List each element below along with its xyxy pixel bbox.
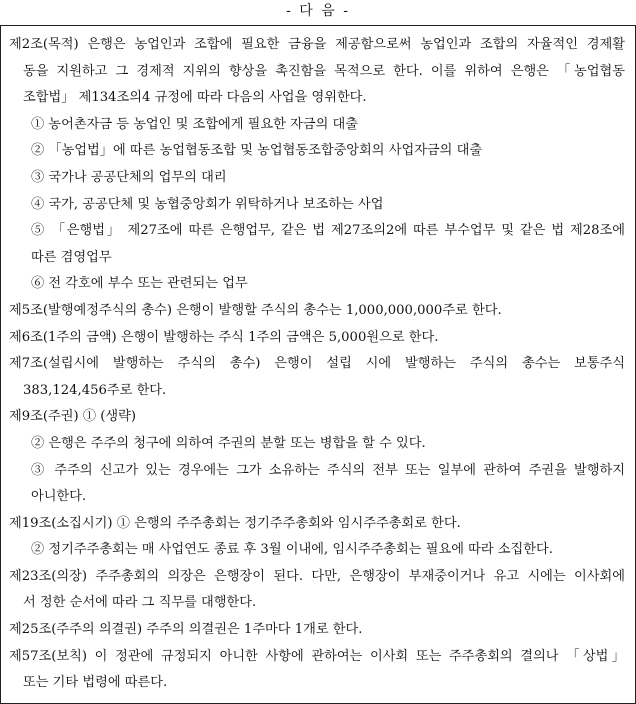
article-text-line: 제23조(의장) 주주총회의 의장은 은행장이 된다. 다만, 은행장이 부재중이거나 유고 시에는 이사회에 <box>9 568 625 584</box>
article-text-line: 아니한다. <box>31 489 87 505</box>
article-text-line: 동을 지원하고 그 경제적 지위의 향상을 촉진함을 목적으로 한다. 이를 위하여 은행은 「농업협동 <box>23 63 625 79</box>
article-text-line: ② 「농업법」에 따른 농업협동조합 및 농업협동조합중앙회의 사업자금의 대출 <box>31 143 483 159</box>
article-text-line: 제7조(설립시에 발행하는 주식의 총수) 은행이 설립 시에 발행하는 주식의 총수는 보통주식 <box>9 356 625 372</box>
article-text-line: 제6조(1주의 금액) 은행이 발행하는 주식 1주의 금액은 5,000원으로 한다. <box>9 329 439 345</box>
article-text-line: 제9조(주권) ① (생략) <box>9 409 136 425</box>
article-text-line: 조합법」 제134조의4 규정에 따라 다음의 사업을 영위한다. <box>23 90 367 106</box>
article-text-line: 따른 겸영업무 <box>31 249 112 265</box>
article-text-line: ② 은행은 주주의 청구에 의하여 주권의 분할 또는 병합을 할 수 있다. <box>31 435 426 451</box>
article-text-line: ⑤ 「은행법」 제27조에 따른 은행업무, 같은 법 제27조의2에 따른 부수업무 및 같은 법 제28조에 <box>31 223 625 239</box>
document-heading: - 다 음 - <box>286 3 350 19</box>
article-text-line: ⑥ 전 각호에 부수 또는 관련되는 업무 <box>31 276 248 292</box>
article-text-line: 제2조(목적) 은행은 농업인과 조합에 필요한 금융을 제공함으로써 농업인과 조합의 자율적인 경제활 <box>9 37 625 52</box>
article-text-line: 383,124,456주로 한다. <box>23 382 167 398</box>
article-text-line: ③ 주주의 신고가 있는 경우에는 그가 소유하는 주식의 전부 또는 일부에 관하여 주권을 발행하지 <box>31 462 625 478</box>
article-text-line: ④ 국가, 공공단체 및 농협중앙회가 위탁하거나 보조하는 사업 <box>31 196 384 212</box>
article-text-line: 제25조(주주의 의결권) 주주의 의결권은 1주마다 1개로 한다. <box>9 622 363 638</box>
article-text-line: 제57조(보칙) 이 정관에 규정되지 아니한 사항에 관하여는 이사회 또는 주주총회의 결의나 「상법」 <box>9 648 625 664</box>
articles-box <box>0 25 636 704</box>
article-text-line: 제19조(소집시기) ① 은행의 주주총회는 정기주주총회와 임시주주총회로 한다. <box>9 515 461 531</box>
article-text-line: ① 농어촌자금 등 농업인 및 조합에게 필요한 자금의 대출 <box>31 116 358 132</box>
article-text-line: 제5조(발행예정주식의 총수) 은행이 발행할 주식의 총수는 1,000,000,000주로 한다. <box>9 302 502 318</box>
article-text-line: 또는 기타 법령에 따른다. <box>23 675 168 691</box>
article-text-line: ② 정기주주총회는 매 사업연도 종료 후 3월 이내에, 임시주주총회는 필요에 따라 소집한다. <box>31 542 553 558</box>
article-text-line: ③ 국가나 공공단체의 업무의 대리 <box>31 169 227 185</box>
article-text-line: 서 정한 순서에 따라 그 직무를 대행한다. <box>23 595 257 611</box>
